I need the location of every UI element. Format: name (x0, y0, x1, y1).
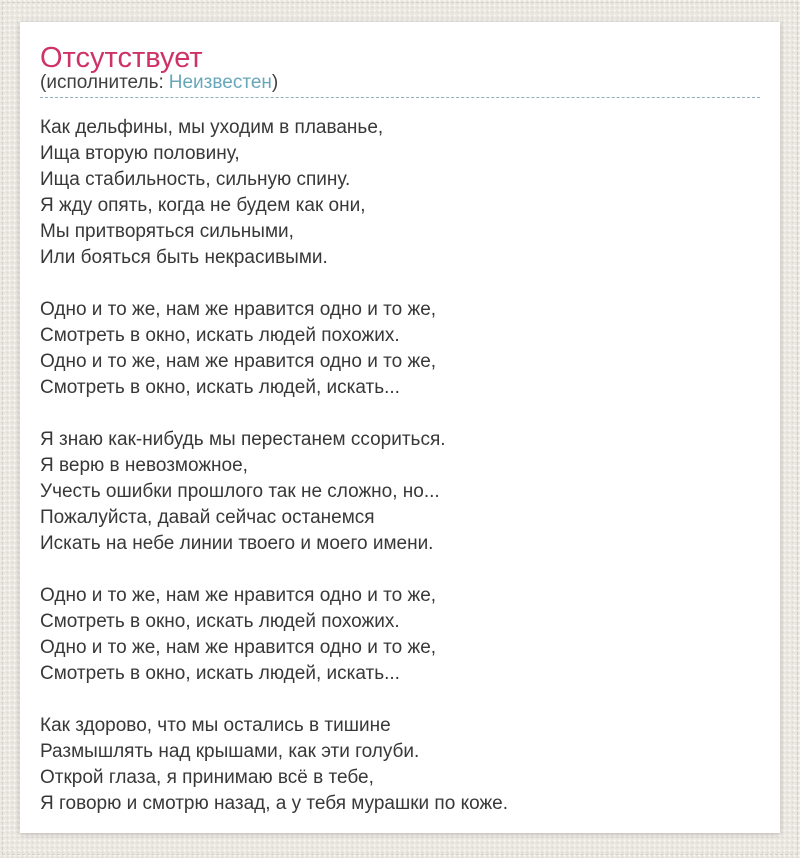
lyric-stanza-3 (40, 427, 760, 557)
lyric-line: Размышлять над крышами, как эти голуби. (40, 741, 420, 762)
lyrics-text (40, 115, 760, 817)
lyric-stanza-4 (40, 583, 760, 687)
lyric-stanza-2 (40, 297, 760, 401)
lyric-line: Или бояться быть некрасивыми. (40, 247, 328, 268)
lyric-line: Смотреть в окно, искать людей, искать... (40, 663, 400, 684)
lyric-line: Я жду опять, когда не будем как они, (40, 195, 366, 216)
lyric-line: Одно и то же, нам же нравится одно и то же, (40, 637, 437, 658)
lyric-line: Мы притворяться сильными, (40, 221, 294, 242)
lyric-line: Искать на небе линии твоего и моего имени. (40, 533, 434, 554)
lyric-line: Ища вторую половину, (40, 143, 240, 164)
lyric-stanza-5 (40, 713, 760, 817)
lyric-line: Одно и то же, нам же нравится одно и то же, (40, 299, 437, 320)
lyric-stanza-1 (40, 115, 760, 271)
lyric-line: Учесть ошибки прошлого так не сложно, но... (40, 481, 440, 502)
artist-label: (исполнитель: (40, 72, 164, 93)
lyric-line: Я говорю и смотрю назад, а у тебя мурашки по коже. (40, 793, 509, 814)
song-header (40, 43, 760, 98)
content-card (20, 22, 780, 833)
lyric-line: Пожалуйста, давай сейчас останемся (40, 507, 375, 528)
lyric-line: Смотреть в окно, искать людей похожих. (40, 325, 400, 346)
lyric-line: Смотреть в окно, искать людей похожих. (40, 611, 400, 632)
lyric-line: Ища стабильность, сильную спину. (40, 169, 351, 190)
lyric-line: Как здорово, что мы остались в тишине (40, 715, 391, 736)
lyric-line: Смотреть в окно, искать людей, искать... (40, 377, 400, 398)
song-title: Отсутствует (40, 42, 203, 74)
lyric-line: Как дельфины, мы уходим в плаванье, (40, 117, 384, 138)
artist-suffix: ) (271, 72, 279, 93)
artist-line (40, 73, 760, 93)
lyric-line: Одно и то же, нам же нравится одно и то же, (40, 351, 437, 372)
lyric-line: Я знаю как-нибудь мы перестанем ссориться. (40, 429, 446, 450)
lyric-line: Одно и то же, нам же нравится одно и то же, (40, 585, 437, 606)
artist-link[interactable]: Неизвестен (168, 72, 272, 93)
lyric-line: Я верю в невозможное, (40, 455, 248, 476)
lyric-line: Открой глаза, я принимаю всё в тебе, (40, 767, 374, 788)
